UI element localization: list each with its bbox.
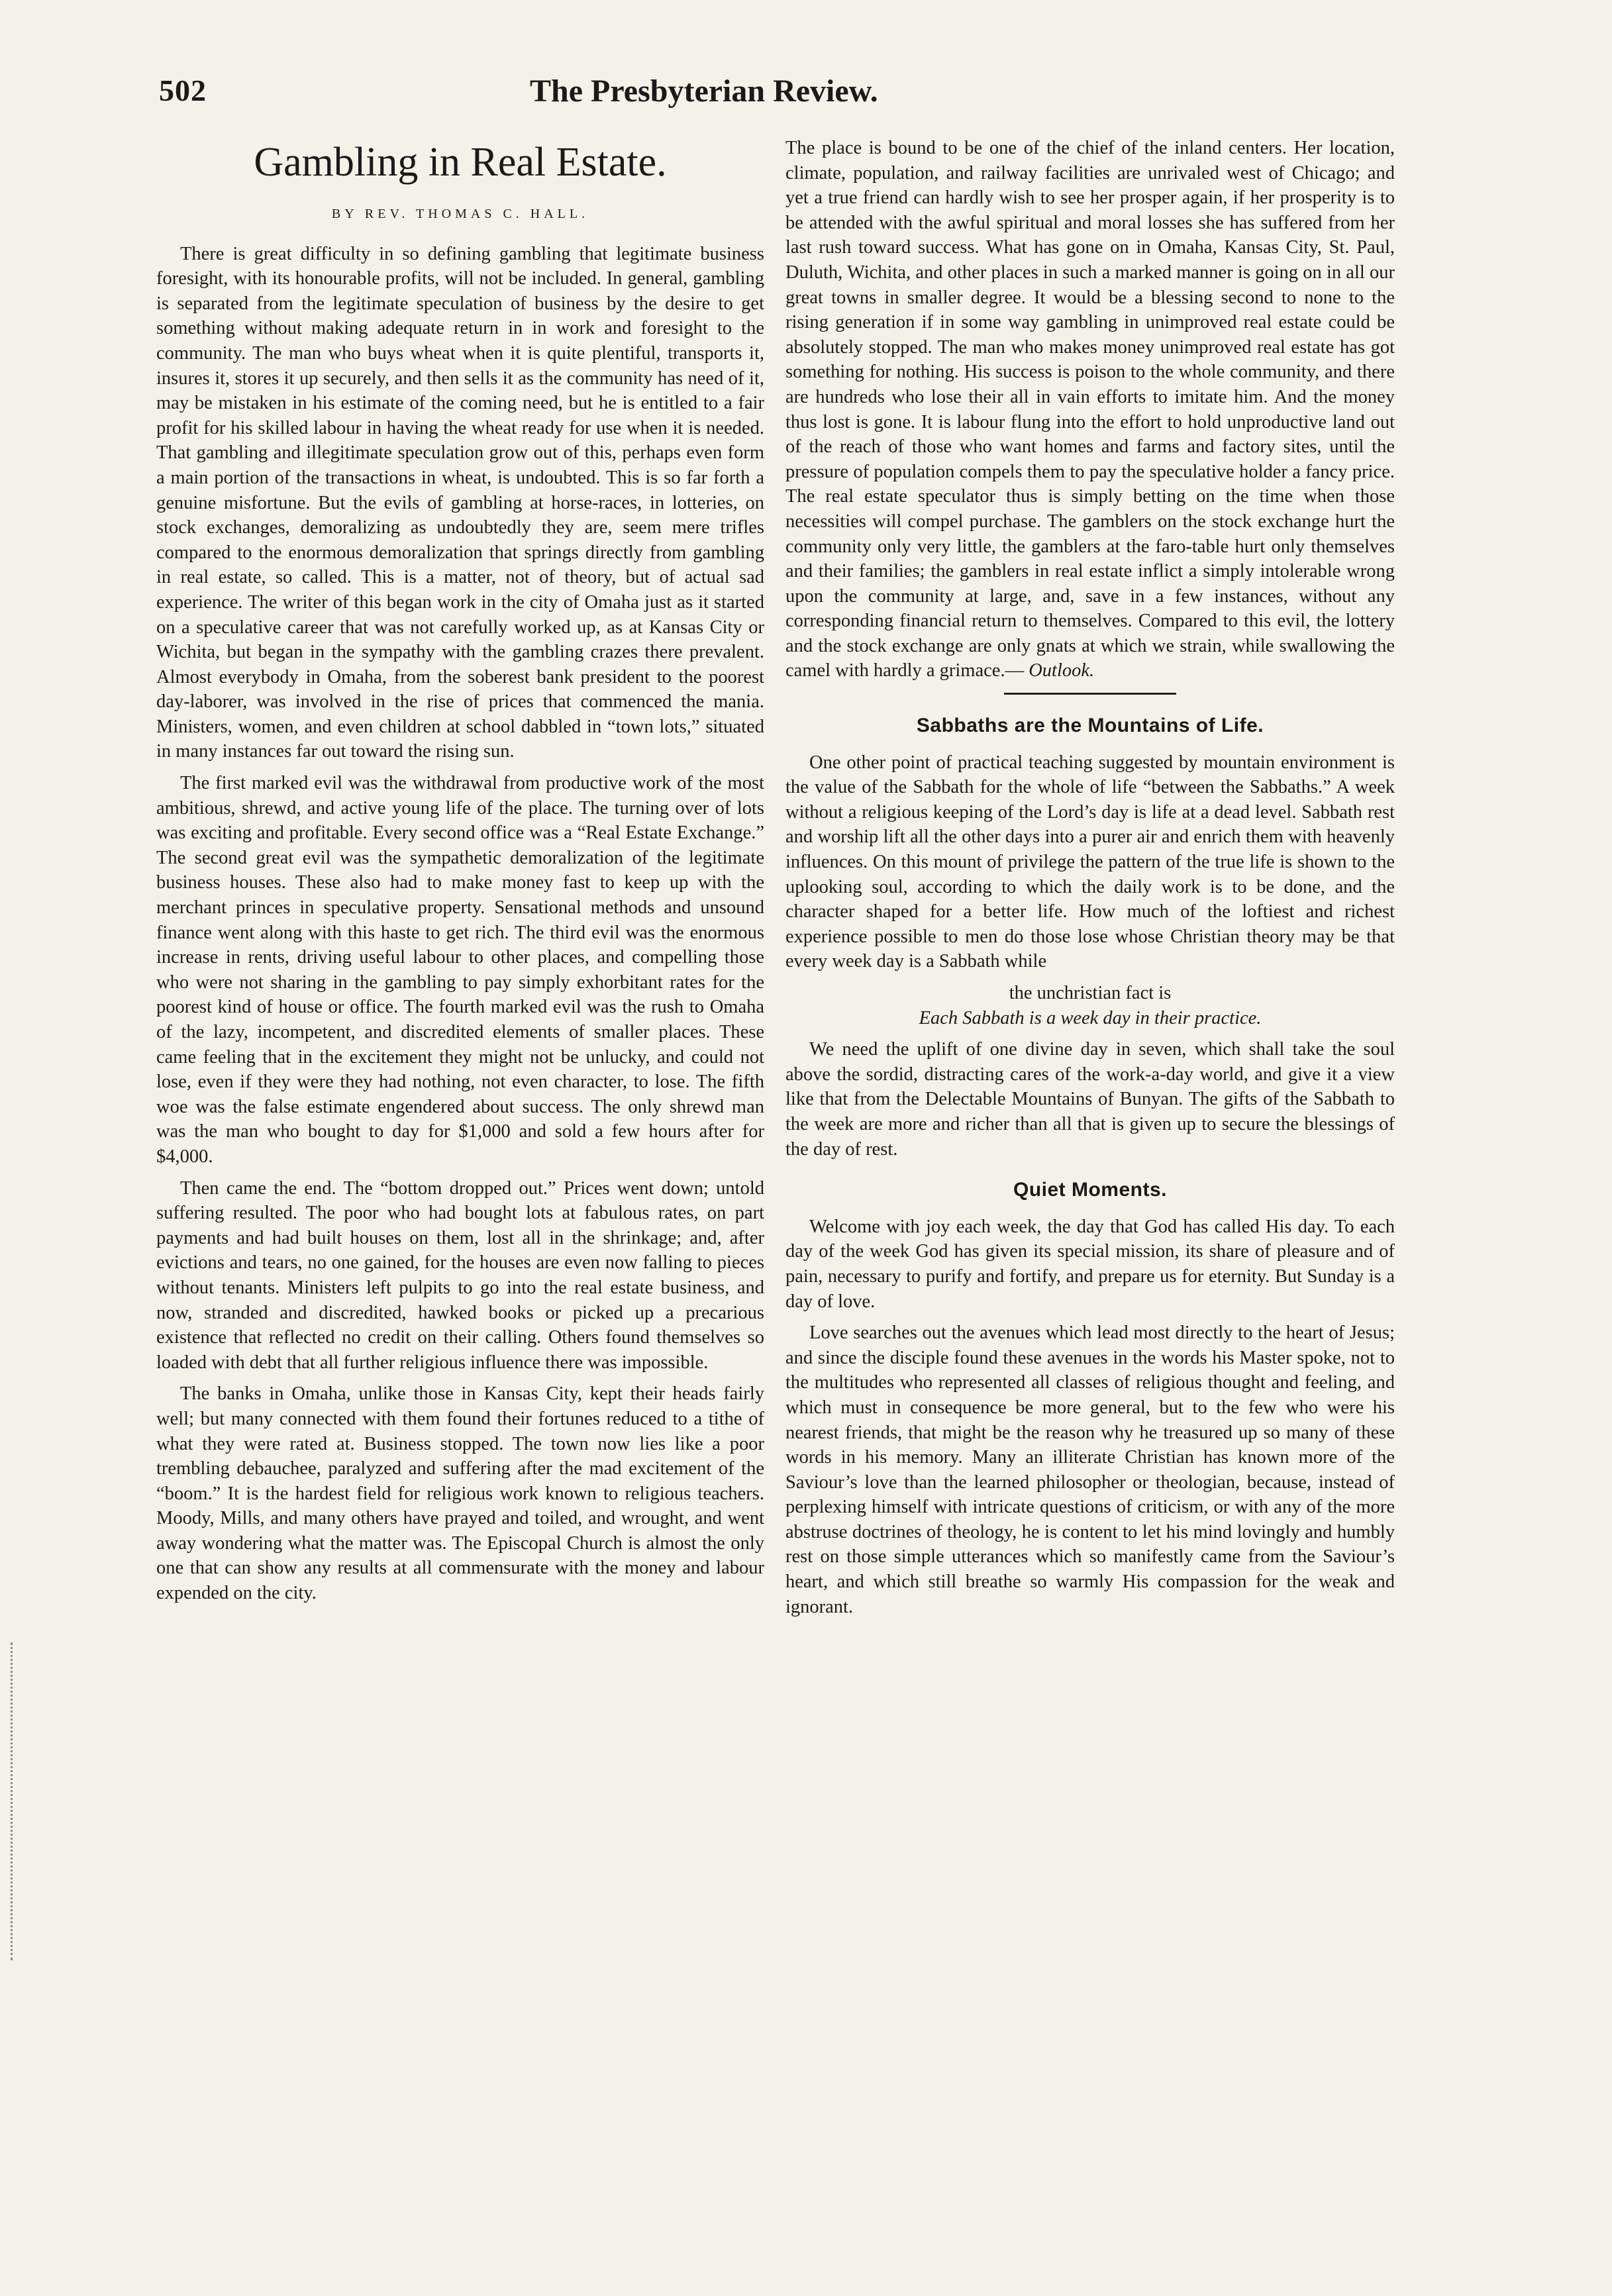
article-paragraph: The first marked evil was the withdrawal from productive work of the most ambitious, shrewd, and active young life of the place. The turning over of lots was exciting and profitable. Every second office was a “Real Estate Exchange.” The second great evil was the sympathetic demoralization of the legitimate business houses. These also had to make money fast to keep up with the merchant princes in speculative property. Sensational methods and unsound finance went along with this haste to get rich. The third evil was the enormous increase in rents, driving useful labour to other places, and compelling those who were not sharing in the gambling to pay simply exhorbitant rates for the poorest kind of house or office. The fourth marked evil was the rush to Omaha of the lazy, incompetent, and discredited elements of smaller places. These came feeling that in the excitement they might not be unlucky, and could not lose, even if they were they had nothing, not even character, to lose. The fifth woe was the false estimate engendered about success. The only shrewd man was the man who bought to day for $1,000 and sold a few hours after for $4,000.	[156, 773, 764, 1167]
journal-title: The Presbyterian Review.	[530, 74, 878, 109]
verse-line: the unchristian fact is	[1009, 983, 1172, 1003]
left-column	[156, 136, 764, 1613]
article-byline: BY REV. THOMAS C. HALL.	[331, 207, 589, 221]
article-paragraph: We need the uplift of one divine day in seven, which shall take the soul above the sordid, distracting cares of the work-a-day world, and give it a view like that from the Delectable Mountains of Bunyan. The gifts of the Sabbath to the week are more and richer than all that is given up to secure the blessings of the day of rest.	[785, 1039, 1395, 1160]
article-paragraph: There is great difficulty in so defining gambling that legitimate business foresight, with its honourable profits, will not be included. In general, gambling is separated from the legitimate speculation of business by the desire to get something without making adequate return in in work and foresight to the community. The man who buys wheat when it is quite plentiful, transports it, insures it, stores it up securely, and then sells it as the community has need of it, may be mistaken in his estimate of the coming need, but he is entitled to a fair profit for his skilled labour in having the wheat ready for use when it is needed. That gambling and illegitimate speculation grow out of this, perhaps even form a main portion of the transactions in wheat, is undoubted. This is so far forth a genuine misfortune. But the evils of gambling at horse-races, in lotteries, on stock exchanges, demoralizing as undoubtedly they are, seem mere trifles compared to the enormous demoralization that springs directly from gambling in real estate, so called. This is a matter, not of theory, but of actual sad experience. The writer of this began work in the city of Omaha just as it started on a speculative career that was not carefully worked up, as at Kansas City or Wichita, but began in the sympathy with the gambling crazes there prevalent. Almost everybody in Omaha, from the soberest bank president to the poorest day-laborer, was involved in the rise of prices that commenced the mania. Ministers, women, and even children at school dabbled in “town lots,” situated in many instances far out toward the rising sun.	[156, 243, 764, 762]
article-title-gambling: Gambling in Real Estate.	[254, 140, 667, 185]
article-paragraph: One other point of practical teaching suggested by mountain environment is the value of the Sabbath for the whole of life “between the Sabbaths.” A week without a religious keeping of the Lord’s day is life at a dead level. Sabbath rest and worship lift all the other days into a purer air and enrich them with heavenly influences. On this mount of privilege the pattern of the true life is shown to the uplooking soul, according to which the daily work is to be done, and the character shaped for a better life. How much of the loftiest and richest experience possible to men do those lose whose Christian theory may be that every week day is a Sabbath while	[785, 752, 1395, 972]
article-paragraph: Love searches out the avenues which lead most directly to the heart of Jesus; and since the disciple found these avenues in the words his Master spoke, not to the multitudes who represented all classes of religious thought and feeling, and which must in consequence be more general, but to the few who were his nearest friends, that might be the reason why he treasured up so many of these words in his memory. Many an illiterate Christian has known more of the Saviour’s love than the learned philosopher or theologian, because, instead of perplexing himself with intricate questions of criticism, or with any of the more abstruse doctrines of theology, he is content to let his mind lovingly and humbly rest on those simple utterances which so manifestly came from the Saviour’s heart, and which still breathe so warmly His compassion for the weak and ignorant.	[785, 1323, 1395, 1617]
article-paragraph: The banks in Omaha, unlike those in Kansas City, kept their heads fairly well; but many connected with them found their fortunes reduced to a tithe of what they were rated at. Business stopped. The town now lies like a poor trembling debauchee, paralyzed and suffering after the mad excitement of the “boom.” It is the hardest field for religious work known to religious teachers. Moody, Mills, and many others have prayed and toiled, and wrought, and went away wondering what the matter was. The Episcopal Church is almost the only one that can show any results at all commensurate with the money and labour expended on the city.	[156, 1383, 764, 1604]
page-header	[159, 73, 1450, 119]
verse-line-italic: Each Sabbath is a week day in their practice.	[919, 1007, 1262, 1028]
margin-mark	[11, 1642, 15, 1960]
page-number: 502	[159, 74, 207, 107]
article-paragraph: Welcome with joy each week, the day that God has called His day. To each day of the week God has given its special mission, its share of pleasure and of pain, necessary to purify and fortify, and prepare us for eternity. But Sunday is a day of love.	[785, 1216, 1395, 1312]
section-divider	[1004, 693, 1176, 695]
article-source: Outlook.	[1029, 660, 1095, 681]
continuation-text: The place is bound to be one of the chief of the inland centers. Her location, climate, population, and railway facilities are unrivaled west of Chicago; and yet a true friend can hardly wish to see her prosper again, if her prosperity is to be attended with the awful spiritual and moral losses she has suffered from her last rush toward success. What has gone on in Omaha, Kansas City, St. Paul, Duluth, Wichita, and other places in such a marked manner is going on in all our great towns in smaller degree. It would be a blessing second to none to the rising generation if in some way gambling in unimproved real estate could be absolutely stopped. The man who makes money unimproved real estate has got something for nothing. His success is poison to the whole community, and there are hundreds who lose their all in vain efforts to imitate him. And the money thus lost is gone. It is labour flung into the effort to hold unproductive land out of the reach of those who want homes and farms and factory sites, until the pressure of population compels them to pay the speculative holder a fancy price. The real estate speculator thus is simply betting on the time when those necessities will compel purchase. The gamblers on the stock exchange hurt the community only very little, the gamblers at the faro-table hurt only themselves and their families; the gamblers in real estate inflict a simply intolerable wrong upon the community at large, and, save in a few instances, without any corresponding financial return to themselves. Compared to this evil, the lottery and the stock exchange are only gnats at which we strain, while swallowing the camel with hardly a grimace.—	[785, 138, 1395, 681]
article-continuation	[785, 136, 1395, 683]
article-paragraph: Then came the end. The “bottom dropped out.” Prices went down; untold suffering resulted. The poor who had bought lots at fabulous rates, on part payments and had built houses on them, lost all in the shrinkage; and, after evictions and tears, no one gained, for the houses are even now falling to pieces without tenants. Ministers left pulpits to go into the real estate business, and now, stranded and discredited, hawked books or picked up a precarious existence that reflected no credit on their calling. Others found themselves so loaded with debt that all further religious influence there was impossible.	[156, 1177, 764, 1373]
right-column	[785, 136, 1395, 1626]
section-heading-quiet-moments: Quiet Moments.	[1013, 1179, 1167, 1201]
section-heading-sabbaths: Sabbaths are the Mountains of Life.	[916, 715, 1264, 737]
